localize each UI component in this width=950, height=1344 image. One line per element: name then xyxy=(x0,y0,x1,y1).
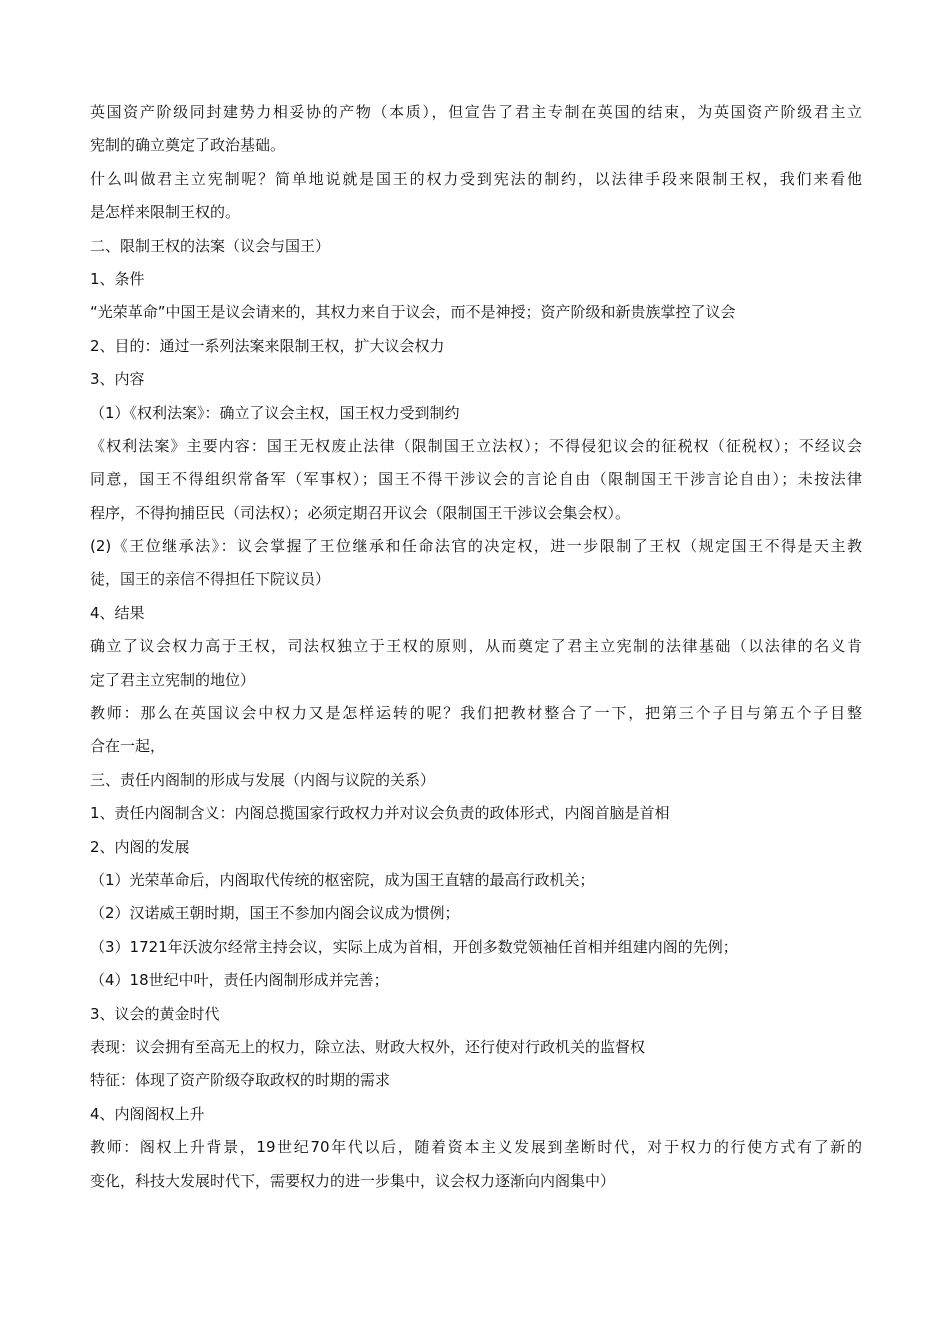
text-line: 定了君主立宪制的地位） xyxy=(90,670,256,689)
text-line: 教师：阁权上升背景，19世纪70年代以后，随着资本主义发展到垄断时代，对于权力的行使方式有了新的 xyxy=(90,1138,862,1157)
text-line: 1、条件 xyxy=(90,269,145,288)
text-line: “光荣革命”中国王是议会请来的，其权力来自于议会，而不是神授；资产阶级和新贵族掌控了议会 xyxy=(90,303,736,322)
text-line: （3）1721年沃波尔经常主持会议，实际上成为首相，开创多数党领袖任首相并组建内阁的先例； xyxy=(90,937,738,956)
text-line: 二、限制王权的法案（议会与国王） xyxy=(90,236,331,255)
text-line: 2、目的：通过一系列法案来限制王权，扩大议会权力 xyxy=(90,336,445,355)
text-line: 什么叫做君主立宪制呢？简单地说就是国王的权力受到宪法的制约，以法律手段来限制王权，我们来看他 xyxy=(90,169,862,188)
text-line: 确立了议会权力高于王权，司法权独立于王权的原则，从而奠定了君主立宪制的法律基础（以法律的名义肯 xyxy=(90,637,862,656)
text-line: 徒，国王的亲信不得担任下院议员） xyxy=(90,570,331,589)
text-line: 特征：体现了资产阶级夺取政权的时期的需求 xyxy=(90,1071,391,1090)
text-line: 宪制的确立奠定了政治基础。 xyxy=(90,136,286,155)
text-line: 合在一起， xyxy=(90,737,166,756)
text-line: （1）《权利法案》：确立了议会主权，国王权力受到制约 xyxy=(90,403,460,422)
text-line: 表现：议会拥有至高无上的权力，除立法、财政大权外，还行使对行政机关的监督权 xyxy=(90,1037,646,1056)
text-line: 英国资产阶级同封建势力相妥协的产物（本质），但宣告了君主专制在英国的结束，为英国资产阶级君主立 xyxy=(90,103,862,121)
text-line: 3、内容 xyxy=(90,370,145,389)
text-line: 是怎样来限制王权的。 xyxy=(90,203,241,222)
text-line: 三、责任内阁制的形成与发展（内阁与议院的关系） xyxy=(90,770,436,789)
text-line: 同意，国王不得组织常备军（军事权）；国王不得干涉议会的言论自由（限制国王干涉言论自由）；未按法律 xyxy=(90,470,862,489)
text-line: （1）光荣革命后，内阁取代传统的枢密院，成为国王直辖的最高行政机关； xyxy=(90,870,595,889)
text-line: 变化，科技大发展时代下，需要权力的进一步集中，议会权力逐渐向内阁集中） xyxy=(90,1171,616,1190)
text-line: (2)《王位继承法》：议会掌握了王位继承和任命法官的决定权，进一步限制了王权（规定国王不得是天主教 xyxy=(90,537,862,556)
text-line: 3、议会的黄金时代 xyxy=(90,1004,220,1023)
text-line: 程序，不得拘捕臣民（司法权）；必须定期召开议会（限制国王干涉议会集会权）。 xyxy=(90,503,631,522)
text-line: 1、责任内阁制含义：内阁总揽国家行政权力并对议会负责的政体形式，内阁首脑是首相 xyxy=(90,804,670,823)
text-line: 《权利法案》主要内容：国王无权废止法律（限制国王立法权）；不得侵犯议会的征税权（征税权）；不经议会 xyxy=(90,436,862,455)
text-line: （4）18世纪中叶，责任内阁制形成并完善； xyxy=(90,971,389,990)
text-line: 4、结果 xyxy=(90,603,145,622)
text-line: 教师：那么在英国议会中权力又是怎样运转的呢？我们把教材整合了一下，把第三个子目与第五个子目整 xyxy=(90,704,862,723)
text-line: 4、内阁阁权上升 xyxy=(90,1104,205,1123)
document-body xyxy=(90,96,862,1198)
text-line: 2、内阁的发展 xyxy=(90,837,190,856)
text-line: （2）汉诺威王朝时期，国王不参加内阁会议成为惯例； xyxy=(90,904,460,923)
